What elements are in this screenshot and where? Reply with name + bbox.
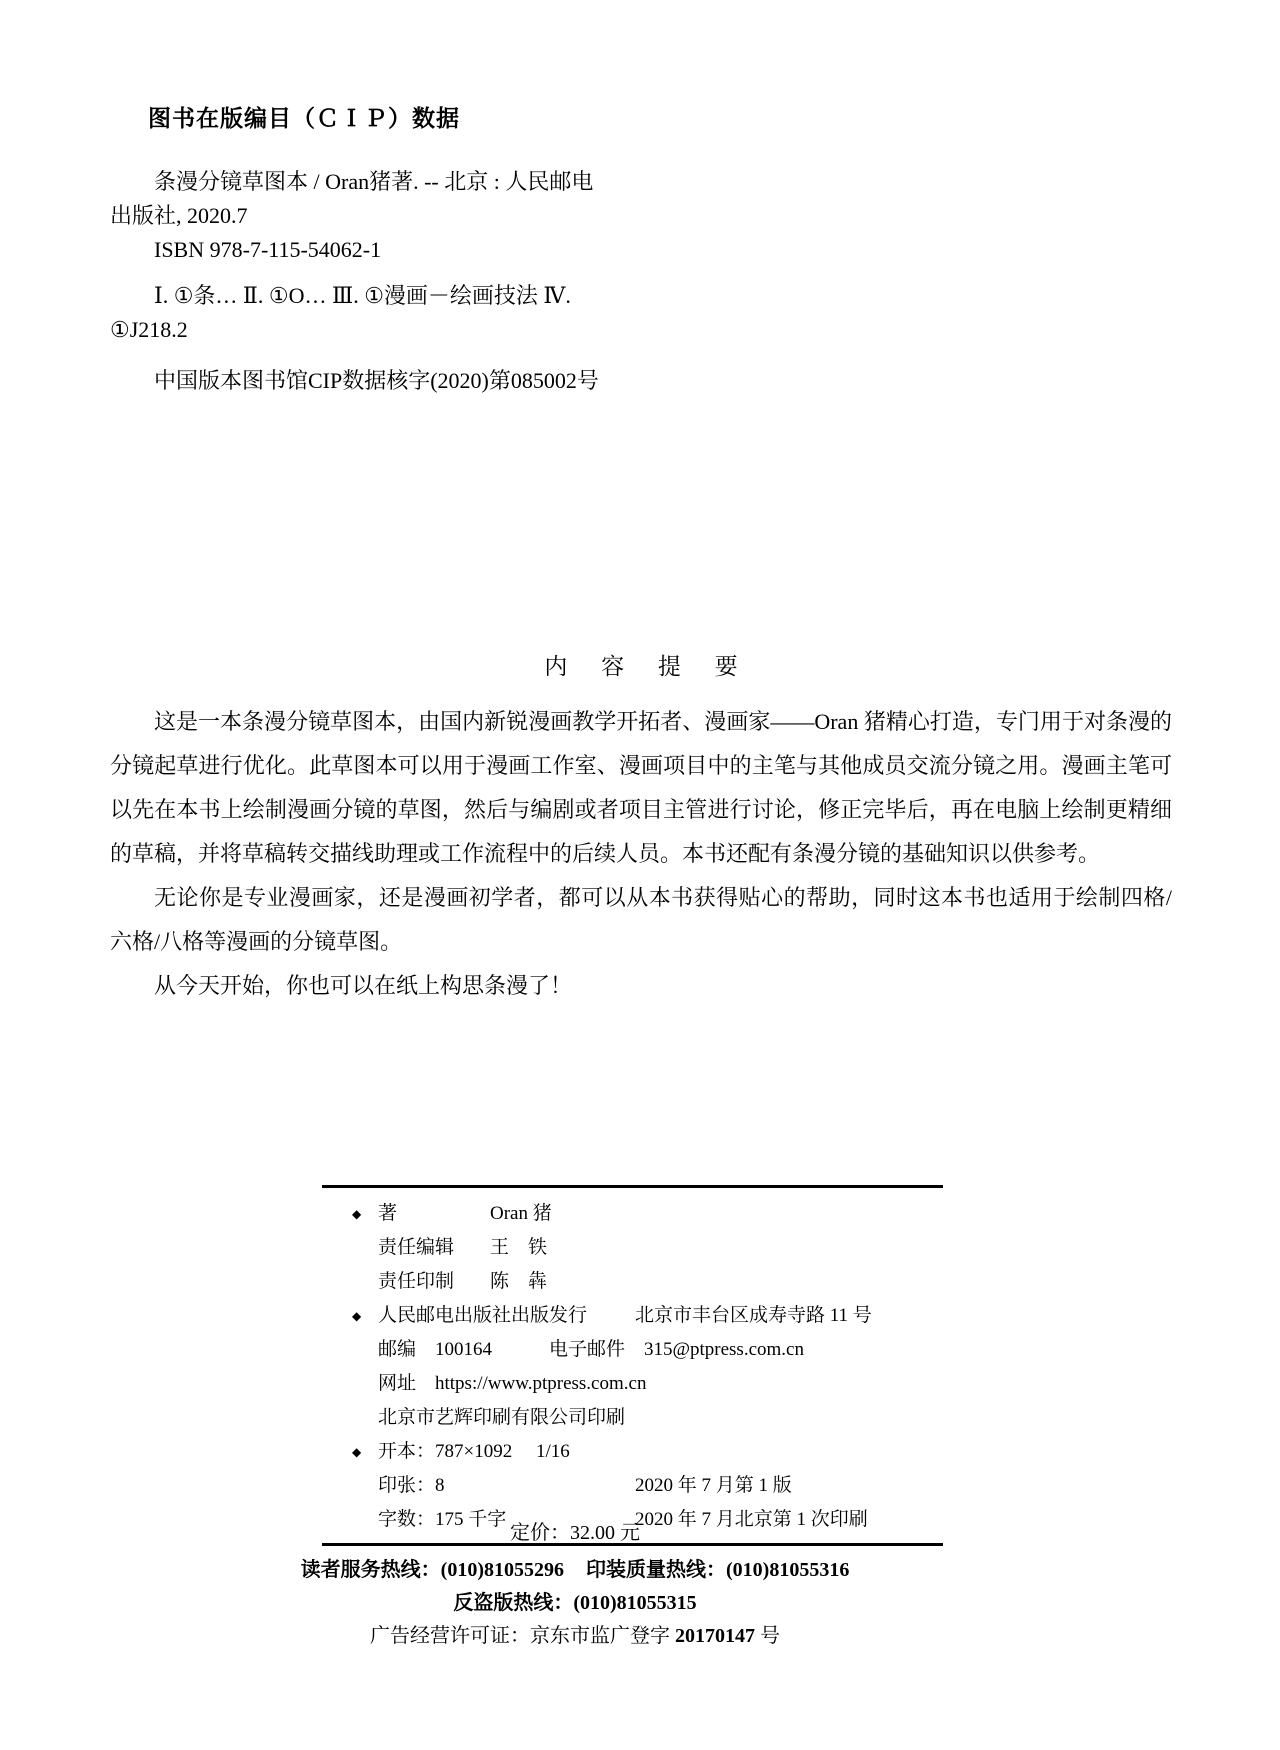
cip-title-line: 条漫分镜草图本 / Oran猪著. -- 北京 : 人民邮电 bbox=[154, 169, 594, 194]
cip-block bbox=[110, 100, 770, 398]
abstract-title: 内 容 提 要 bbox=[544, 654, 752, 679]
abstract-paragraph: 从今天开始，你也可以在纸上构思条漫了！ bbox=[154, 973, 573, 998]
price-line: 定价：32.00 元 bbox=[510, 1522, 640, 1544]
publisher-address: 北京市丰台区成寿寺路 11 号 bbox=[635, 1305, 872, 1326]
colophon-row-editor bbox=[322, 1231, 943, 1265]
quality-hotline-number: (010)81055316 bbox=[726, 1559, 850, 1581]
ad-license-line bbox=[0, 1620, 1150, 1653]
abstract-body bbox=[110, 700, 1172, 1008]
sheets-text: 印张：8 bbox=[378, 1475, 445, 1496]
abstract-paragraph: 这是一本条漫分镜草图本，由国内新锐漫画教学开拓者、漫画家——Oran 猪精心打造，专门用于对条漫的分镜起草进行优化。此草图本可以用于漫画工作室、漫画项目中的主笔与其他成员交流分镜之用。漫画主笔可以先在本书上绘制漫画分镜的草图，然后与编剧或者项目主管进行讨论，修正完毕后，再在电脑上绘制更精细的草稿，并将草稿转交描线助理或工作流程中的后续人员。本书还配有条漫分镜的基础知识以供参考。 bbox=[110, 709, 1172, 866]
diamond-bullet-icon: ◆ bbox=[352, 1309, 362, 1323]
format-text: 开本：787×1092 1/16 bbox=[378, 1441, 570, 1462]
quality-hotline-label: 印装质量热线： bbox=[586, 1559, 726, 1581]
editor-name: 王 铁 bbox=[490, 1237, 548, 1258]
bullet-spacer bbox=[322, 1333, 378, 1367]
cip-record-number-line: 中国版本图书馆CIP数据核字(2020)第085002号 bbox=[154, 368, 599, 393]
footer-block bbox=[0, 1516, 1150, 1653]
colophon-row-publisher bbox=[322, 1299, 943, 1333]
author-label: 著 bbox=[378, 1203, 398, 1224]
service-hotline-line bbox=[0, 1554, 1150, 1587]
printer-text: 北京市艺辉印刷有限公司印刷 bbox=[378, 1407, 626, 1428]
author-name: Oran 猪 bbox=[490, 1203, 552, 1224]
bullet-spacer bbox=[322, 1231, 378, 1265]
print-supervisor-label: 责任印制 bbox=[378, 1271, 455, 1292]
editor-label: 责任编辑 bbox=[378, 1237, 455, 1258]
reader-hotline-label: 读者服务热线： bbox=[300, 1559, 441, 1581]
antipiracy-hotline-line bbox=[0, 1587, 1150, 1620]
ad-license-suffix: 号 bbox=[755, 1625, 780, 1647]
cip-isbn-line: ISBN 978-7-115-54062-1 bbox=[154, 237, 382, 262]
reader-hotline-number: (010)81055296 bbox=[440, 1559, 564, 1581]
diamond-bullet-icon: ◆ bbox=[352, 1207, 362, 1221]
bullet-spacer bbox=[322, 1401, 378, 1435]
wordcount-text: 字数：175 千字 bbox=[378, 1509, 507, 1530]
cip-class-number-line: ①J218.2 bbox=[110, 317, 188, 342]
colophon-row-postcode-email bbox=[322, 1333, 943, 1367]
colophon-row-print-supervisor bbox=[322, 1265, 943, 1299]
bullet-spacer bbox=[322, 1367, 378, 1401]
print-supervisor-name: 陈 犇 bbox=[490, 1271, 548, 1292]
cip-publisher-line: 出版社, 2020.7 bbox=[110, 203, 248, 228]
antipiracy-hotline-label: 反盗版热线： bbox=[453, 1592, 574, 1614]
publisher-text: 人民邮电出版社出版发行 bbox=[378, 1305, 588, 1326]
colophon-row-printer bbox=[322, 1401, 943, 1435]
bullet-spacer bbox=[322, 1469, 378, 1503]
diamond-bullet-icon: ◆ bbox=[352, 1445, 362, 1459]
abstract-paragraph: 无论你是专业漫画家，还是漫画初学者，都可以从本书获得贴心的帮助，同时这本书也适用于绘制四格/六格/八格等漫画的分镜草图。 bbox=[110, 885, 1172, 954]
edition-text: 2020 年 7 月第 1 版 bbox=[635, 1475, 792, 1496]
colophon-box bbox=[322, 1185, 943, 1546]
colophon-row-sheets-edition bbox=[322, 1469, 943, 1503]
colophon-row-author bbox=[322, 1197, 943, 1231]
bullet-spacer bbox=[322, 1265, 378, 1299]
antipiracy-hotline-number: (010)81055315 bbox=[573, 1592, 697, 1614]
ad-license-number: 20170147 bbox=[675, 1625, 755, 1647]
printing-text: 2020 年 7 月北京第 1 次印刷 bbox=[635, 1509, 868, 1530]
website-text: 网址 https://www.ptpress.com.cn bbox=[378, 1373, 647, 1394]
postcode-email-text: 邮编 100164 电子邮件 315@ptpress.com.cn bbox=[378, 1339, 804, 1360]
cip-header-text: 图书在版编目（ＣＩＰ）数据 bbox=[148, 105, 460, 131]
cip-header bbox=[148, 100, 770, 133]
ad-license-prefix: 广告经营许可证：京东市监广登字 bbox=[370, 1625, 675, 1647]
colophon-row-website bbox=[322, 1367, 943, 1401]
colophon-row-format bbox=[322, 1435, 943, 1469]
cip-classification-line: Ⅰ. ①条… Ⅱ. ①O… Ⅲ. ①漫画－绘画技法 Ⅳ. bbox=[154, 283, 571, 308]
